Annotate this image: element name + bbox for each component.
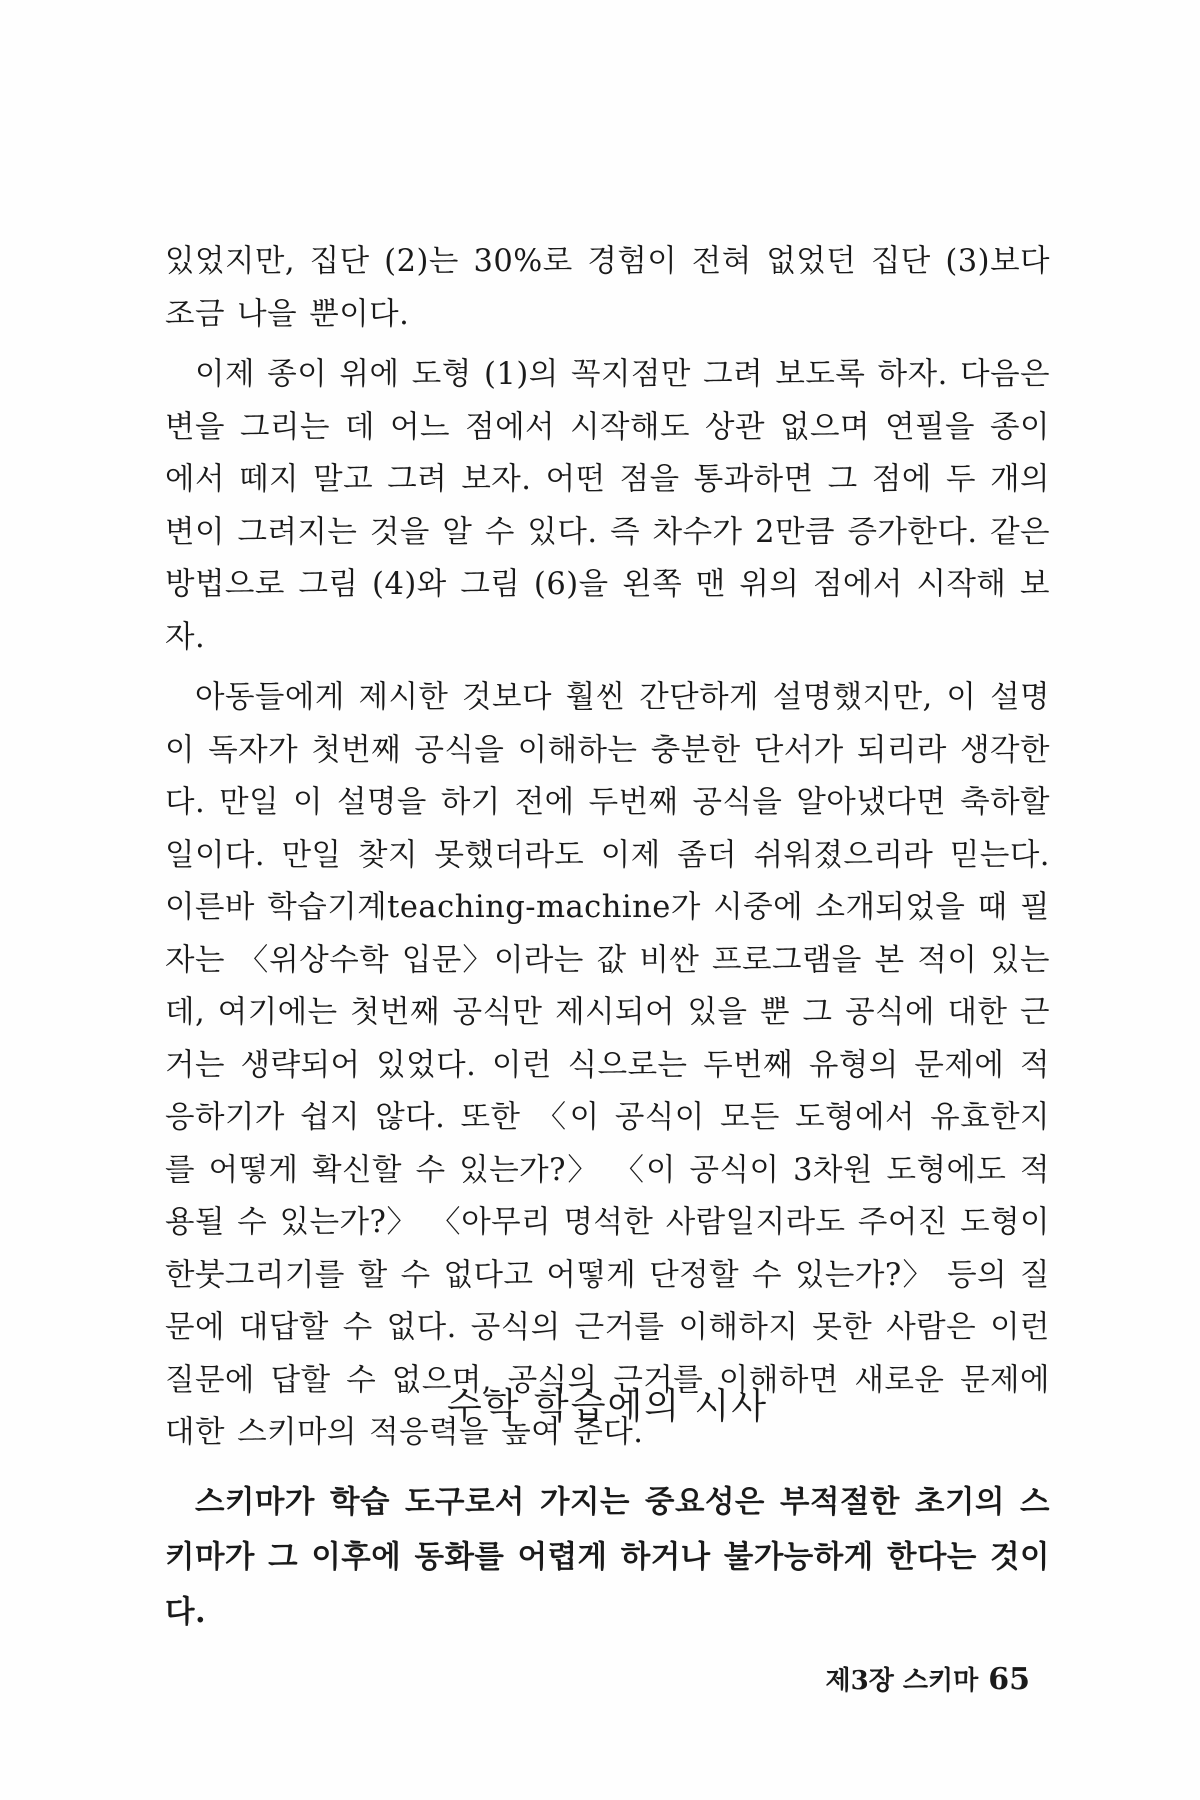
section-paragraph: 스키마가 학습 도구로서 가지는 중요성은 부적절한 초기의 스키마가 그 이후에 동화를 어렵게 하거나 불가능하게 한다는 것이다.: [165, 1484, 1050, 1630]
page-number: 65: [988, 1662, 1030, 1697]
chapter-label: 제3장 스키마: [825, 1666, 979, 1696]
paragraph-vertex-drawing: 이제 종이 위에 도형 (1)의 꼭지점만 그려 보도록 하자. 다음은 변을 그리는 데 어느 점에서 시작해도 상관 없으며 연필을 종이에서 떼지 말고 그려 보자. 어떤 점을 통과하면 그 점에 두 개의 변이 그려지는 것을 알 수 있다. 즉 차수가 2만큼 증가한다. 같은 방법으로 그림 (4)와 그림 (6)을 왼쪽 맨 위의 점에서 시작해 보자.: [165, 357, 1050, 655]
section-text: [165, 1475, 1050, 1640]
paragraph-formula-explanation: 아동들에게 제시한 것보다 훨씬 간단하게 설명했지만, 이 설명이 독자가 첫번째 공식을 이해하는 충분한 단서가 되리라 생각한다. 만일 이 설명을 하기 전에 두번째 공식을 알아냈다면 축하할 일이다. 만일 찾지 못했더라도 이제 좀더 쉬워졌으리라 믿는다. 이른바 학습기계teaching-machine가 시중에 소개되었을 때 필자는 〈위상수학 입문〉이라는 값 비싼 프로그램을 본 적이 있는데, 여기에는 첫번째 공식만 제시되어 있을 뿐 그 공식에 대한 근거는 생략되어 있었다. 이런 식으로는 두번째 유형의 문제에 적응하기가 쉽지 않다. 또한 〈이 공식이 모든 도형에서 유효한지를 어떻게 확신할 수 있는가?〉 〈이 공식이 3차원 도형에도 적용될 수 있는가?〉 〈아무리 명석한 사람일지라도 주어진 도형이 한붓그리기를 할 수 없다고 어떻게 단정할 수 있는가?〉 등의 질문에 대답할 수 없다. 공식의 근거를 이해하지 못한 사람은 이런 질문에 답할 수 없으며, 공식의 근거를 이해하면 새로운 문제에 대한 스키마의 적응력을 높여 준다.: [165, 680, 1050, 1450]
page-footer: [826, 1660, 1030, 1697]
paragraph-continuation: 있었지만, 집단 (2)는 30%로 경험이 전혀 없었던 집단 (3)보다 조금 나을 뿐이다.: [165, 244, 1050, 332]
body-text: [165, 236, 1050, 1468]
section-heading: 수학 학습에의 시사: [446, 1386, 769, 1427]
